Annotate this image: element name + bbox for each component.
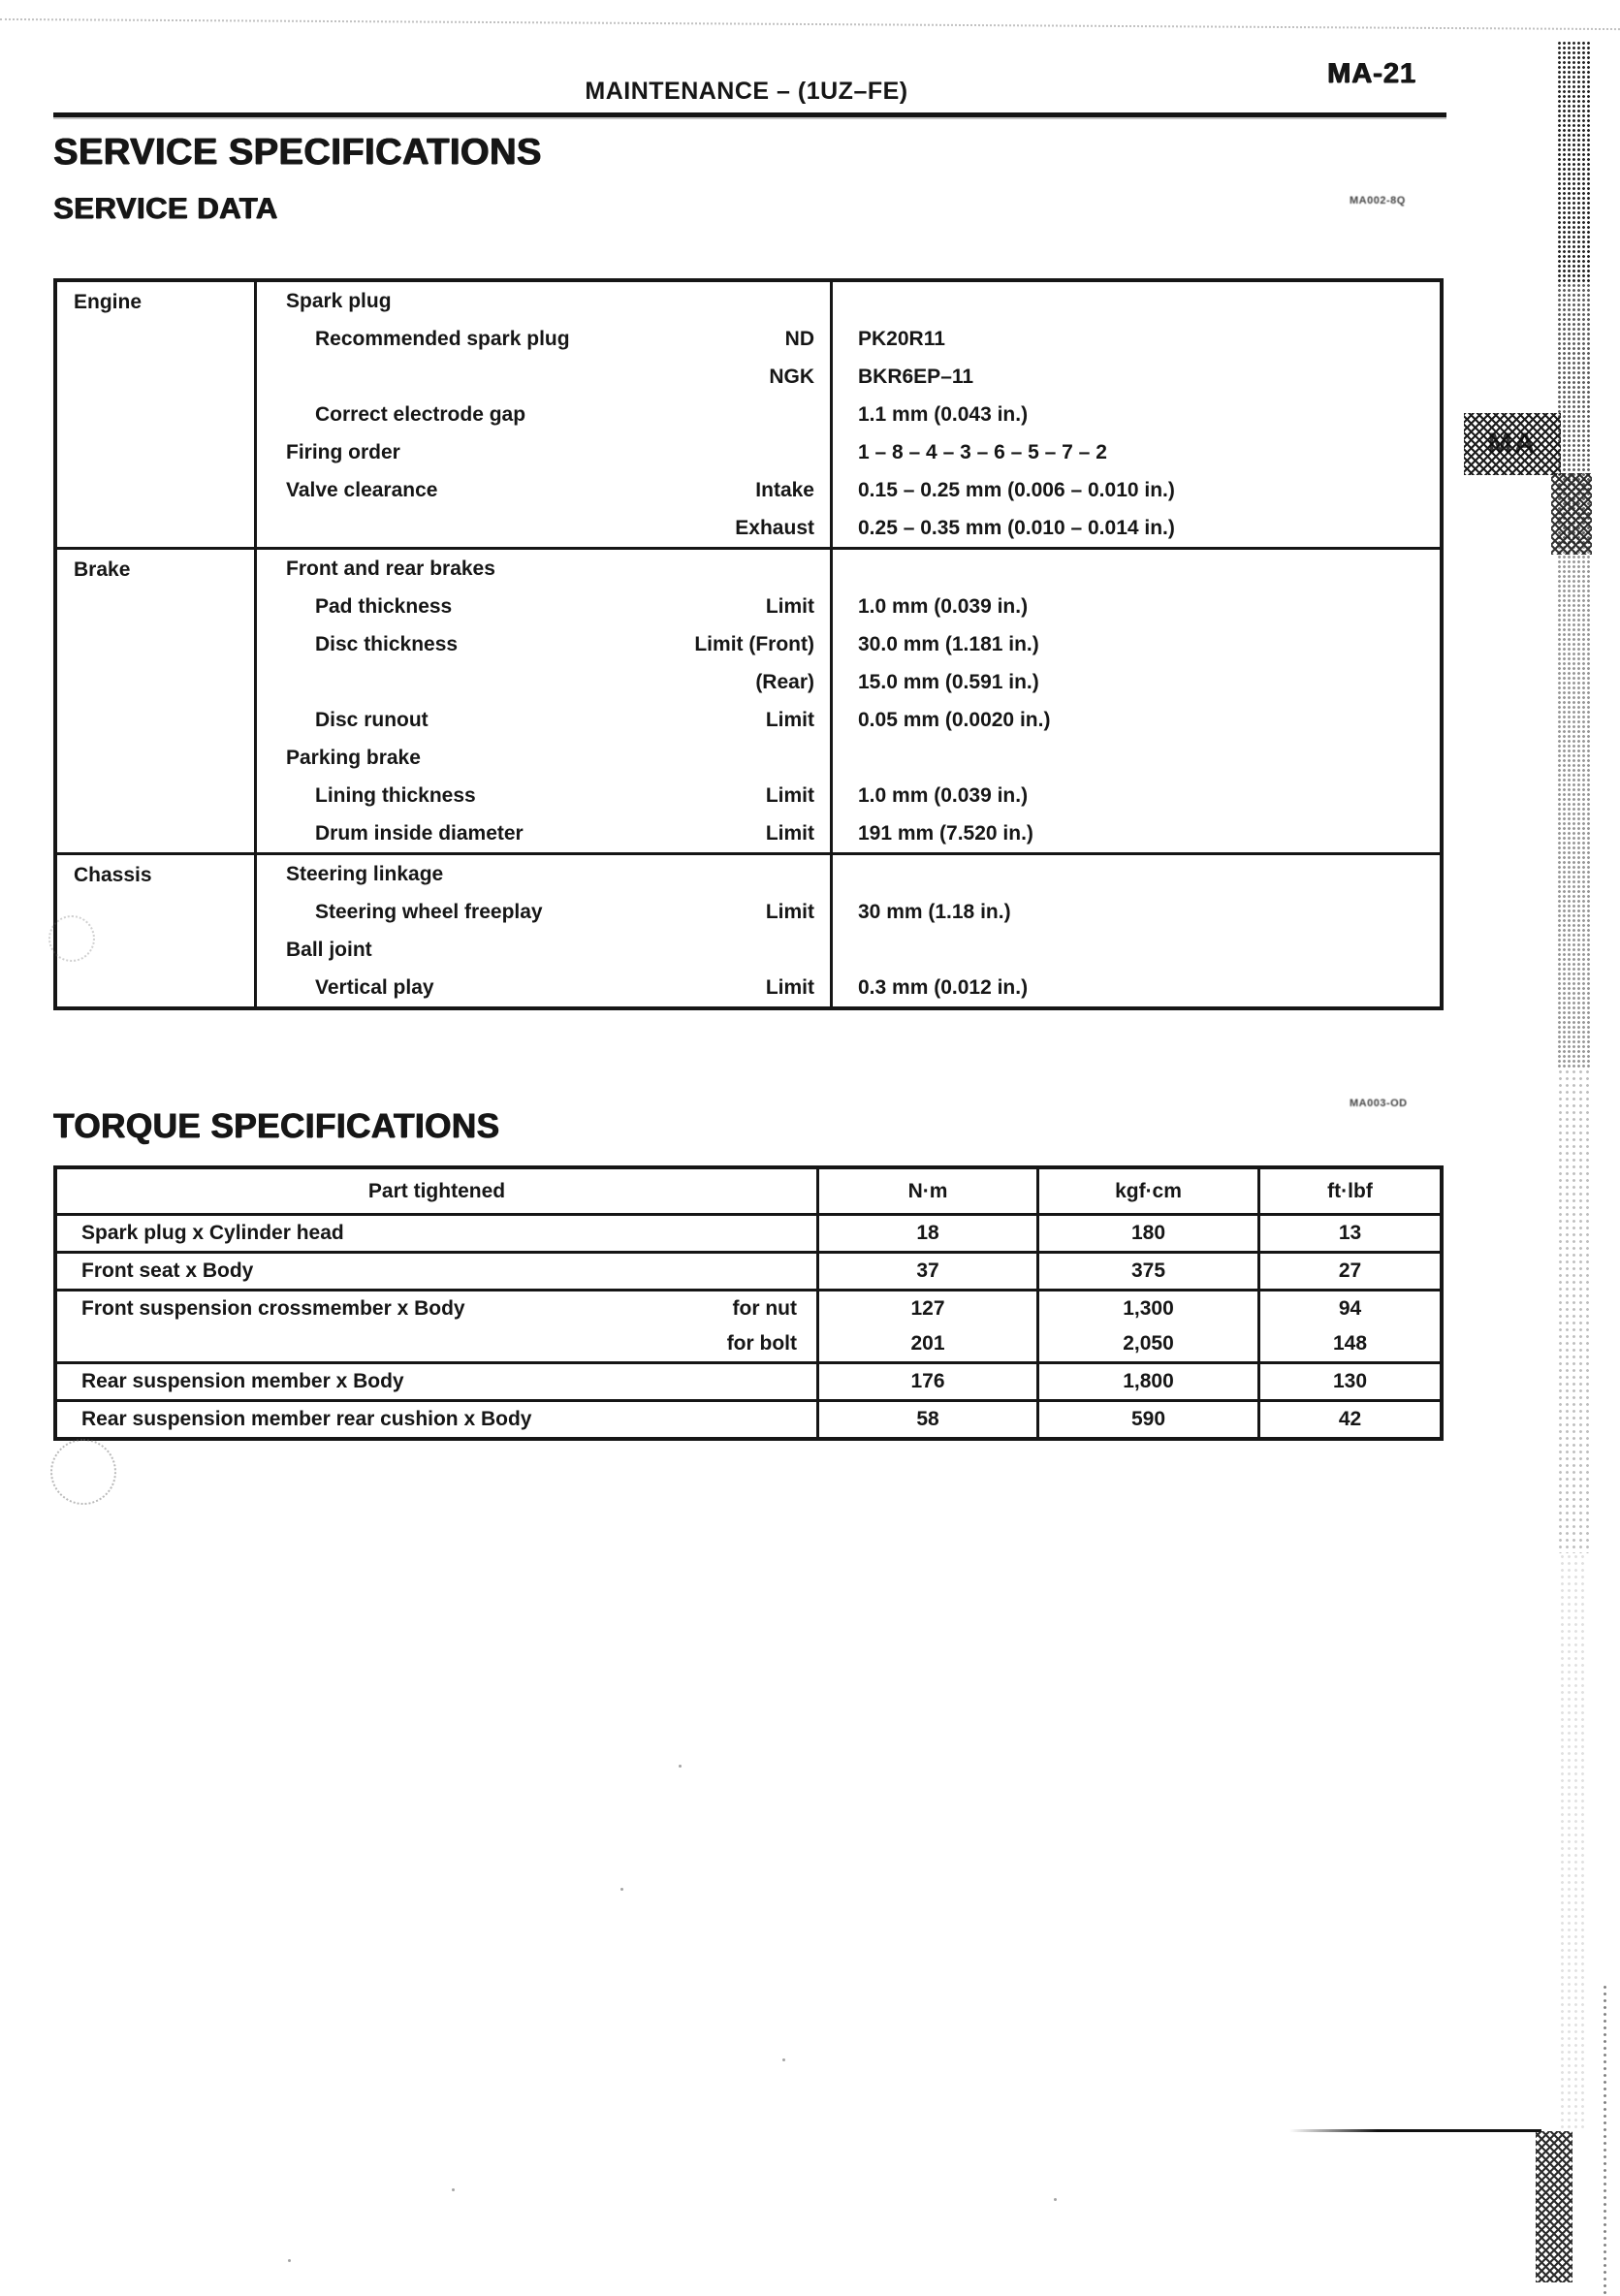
service-section-chassis — [57, 852, 1440, 1006]
service-row — [257, 509, 1440, 547]
service-item-value: 1.0 mm (0.039 in.) — [858, 784, 1029, 807]
service-row — [257, 433, 1440, 471]
subsection-title-service-data: SERVICE DATA — [53, 191, 278, 225]
torque-ftlbf-value: 130 — [1332, 1370, 1368, 1392]
torque-nm-value: 37 — [819, 1254, 1039, 1289]
torque-header-row — [57, 1169, 1440, 1216]
torque-row — [57, 1361, 1440, 1399]
service-section-rows — [257, 282, 1440, 547]
service-item-qualifier: Exhaust — [735, 517, 814, 539]
service-row — [257, 855, 1440, 893]
scan-dot — [782, 2058, 785, 2061]
page-number: MA-21 — [1326, 58, 1416, 89]
torque-nm-value: 176 — [819, 1364, 1039, 1399]
service-row — [257, 625, 1440, 663]
service-row — [257, 893, 1440, 931]
service-item-label: Steering linkage — [286, 863, 444, 885]
torque-row — [57, 1399, 1440, 1437]
service-section-rows — [257, 550, 1440, 852]
header-title: MAINTENANCE – (1UZ–FE) — [585, 78, 908, 105]
service-item-label: Front and rear brakes — [286, 558, 495, 580]
service-item-label: Lining thickness — [315, 784, 476, 807]
torque-header-nm: N·m — [819, 1169, 1039, 1213]
scan-artifact-bottom-bar — [1536, 2131, 1572, 2282]
service-section-engine — [57, 282, 1440, 547]
torque-ftlbf-value: 27 — [1338, 1260, 1362, 1282]
service-item-label: Spark plug — [286, 290, 392, 312]
torque-ftlbf-value: 42 — [1338, 1408, 1362, 1430]
doc-code-torque: MA003-OD — [1350, 1098, 1408, 1109]
service-section-brake — [57, 547, 1440, 852]
service-row — [257, 663, 1440, 701]
torque-kgfcm-value: 180 — [1039, 1216, 1260, 1251]
scan-smudge — [48, 915, 95, 962]
service-category-label: Chassis — [57, 855, 257, 1006]
service-item-value: PK20R11 — [858, 328, 945, 350]
scan-artifact-edge-band — [1557, 41, 1592, 283]
torque-ftlbf-value: 148 — [1332, 1332, 1368, 1355]
service-item-qualifier: Limit — [765, 976, 814, 999]
service-item-value: 1 – 8 – 4 – 3 – 6 – 5 – 7 – 2 — [858, 441, 1107, 463]
torque-row — [57, 1216, 1440, 1251]
service-item-label: Firing order — [286, 441, 400, 463]
service-item-label: Ball joint — [286, 939, 372, 961]
service-row — [257, 931, 1440, 969]
torque-part-qualifier: for nut — [732, 1297, 797, 1320]
torque-part-qualifier: for bolt — [726, 1332, 797, 1355]
side-tab-ma: MA — [1464, 413, 1561, 475]
section-title-service-specifications: SERVICE SPECIFICATIONS — [53, 132, 542, 173]
torque-kgfcm-value: 2,050 — [1039, 1326, 1260, 1361]
torque-header-ftlbf: ft·lbf — [1327, 1180, 1373, 1202]
service-item-value — [833, 931, 1440, 969]
service-item-qualifier: Intake — [755, 479, 814, 501]
scan-dot — [679, 1765, 682, 1768]
service-section-rows — [257, 855, 1440, 1006]
torque-row — [57, 1251, 1440, 1289]
service-item-value — [833, 739, 1440, 777]
service-item-qualifier: Limit — [765, 784, 814, 807]
service-item-qualifier: Limit — [765, 709, 814, 731]
service-item-value: 0.05 mm (0.0020 in.) — [858, 709, 1051, 731]
scan-smudge — [50, 1439, 116, 1505]
service-item-label: Correct electrode gap — [315, 403, 526, 426]
torque-part-label: Rear suspension member rear cushion x Body — [81, 1408, 532, 1430]
torque-header-kgfcm: kgf·cm — [1039, 1169, 1260, 1213]
service-item-value — [833, 550, 1440, 588]
scan-dot — [452, 2188, 455, 2191]
service-item-qualifier: NGK — [769, 366, 814, 388]
service-item-value: 15.0 mm (0.591 in.) — [858, 671, 1039, 693]
service-item-value: 30 mm (1.18 in.) — [858, 901, 1011, 923]
torque-kgfcm-value: 1,800 — [1039, 1364, 1260, 1399]
torque-part-label: Spark plug x Cylinder head — [81, 1222, 344, 1244]
torque-nm-value: 58 — [819, 1402, 1039, 1437]
service-row — [257, 471, 1440, 509]
service-item-value: 30.0 mm (1.181 in.) — [858, 633, 1039, 655]
service-item-value: 1.0 mm (0.039 in.) — [858, 595, 1029, 618]
service-item-qualifier: ND — [784, 328, 814, 350]
service-row — [257, 550, 1440, 588]
torque-nm-value: 127 — [819, 1292, 1039, 1326]
service-item-value: 1.1 mm (0.043 in.) — [858, 403, 1029, 426]
service-row — [257, 701, 1440, 739]
scan-dot — [620, 1888, 623, 1891]
service-row — [257, 814, 1440, 852]
torque-kgfcm-value: 1,300 — [1039, 1292, 1260, 1326]
service-item-label: Steering wheel freeplay — [315, 901, 543, 923]
scan-artifact-edge-band — [1557, 545, 1590, 1068]
torque-part-label: Front suspension crossmember x Body — [81, 1297, 465, 1320]
section-title-torque-specifications: TORQUE SPECIFICATIONS — [53, 1107, 500, 1145]
service-row — [257, 739, 1440, 777]
torque-ftlbf-value: 13 — [1338, 1222, 1362, 1244]
torque-part-label: Rear suspension member x Body — [81, 1370, 404, 1392]
service-row — [257, 396, 1440, 433]
header-rule — [53, 112, 1446, 117]
service-item-qualifier: Limit — [765, 901, 814, 923]
service-item-label: Drum inside diameter — [315, 822, 524, 845]
scan-artifact-edge-band — [1559, 1553, 1588, 2131]
service-data-table — [53, 278, 1444, 1010]
torque-nm-value: 201 — [819, 1326, 1039, 1361]
torque-kgfcm-value: 590 — [1039, 1402, 1260, 1437]
service-row — [257, 969, 1440, 1006]
scan-artifact-right-dots — [1602, 1984, 1607, 2296]
service-row — [257, 588, 1440, 625]
torque-part-label: Front seat x Body — [81, 1260, 254, 1282]
service-item-qualifier: Limit — [765, 822, 814, 845]
service-row — [257, 282, 1440, 320]
service-item-label: Vertical play — [315, 976, 434, 999]
service-item-label — [286, 358, 315, 396]
service-item-value: 0.3 mm (0.012 in.) — [858, 976, 1029, 999]
service-category-label: Engine — [57, 282, 257, 547]
service-row — [257, 358, 1440, 396]
service-category-label: Brake — [57, 550, 257, 852]
torque-ftlbf-value: 94 — [1338, 1297, 1362, 1320]
torque-kgfcm-value: 375 — [1039, 1254, 1260, 1289]
doc-code-service-data: MA002-8Q — [1350, 195, 1406, 207]
service-item-value: 0.15 – 0.25 mm (0.006 – 0.010 in.) — [858, 479, 1175, 501]
scan-artifact-bottom-line — [1289, 2129, 1541, 2132]
service-item-qualifier: (Rear) — [755, 671, 814, 693]
scan-dot — [288, 2259, 291, 2262]
service-item-label: Parking brake — [286, 747, 421, 769]
scan-dot — [1054, 2198, 1057, 2201]
service-item-value — [833, 855, 1440, 893]
service-item-label: Pad thickness — [315, 595, 453, 618]
torque-specifications-table — [53, 1165, 1444, 1441]
service-item-label: Disc runout — [315, 709, 429, 731]
service-item-label: Recommended spark plug — [315, 328, 570, 350]
torque-row — [57, 1289, 1440, 1326]
service-item-value: 191 mm (7.520 in.) — [858, 822, 1033, 845]
service-item-value: 0.25 – 0.35 mm (0.010 – 0.014 in.) — [858, 517, 1175, 539]
scan-artifact-top-dotted-line — [0, 18, 1620, 30]
service-item-label: Disc thickness — [315, 633, 459, 655]
service-row — [257, 320, 1440, 358]
service-item-qualifier: Limit (Front) — [694, 633, 814, 655]
service-item-qualifier: Limit — [765, 595, 814, 618]
service-item-value — [833, 282, 1440, 320]
scan-artifact-edge-band — [1557, 1068, 1590, 1553]
service-row — [257, 777, 1440, 814]
scan-artifact-tab-shadow — [1551, 473, 1592, 555]
service-item-value: BKR6EP–11 — [858, 366, 974, 388]
torque-nm-value: 18 — [819, 1216, 1039, 1251]
service-item-label: Valve clearance — [286, 479, 438, 501]
torque-header-part: Part tightened — [57, 1169, 819, 1213]
torque-row — [57, 1326, 1440, 1361]
